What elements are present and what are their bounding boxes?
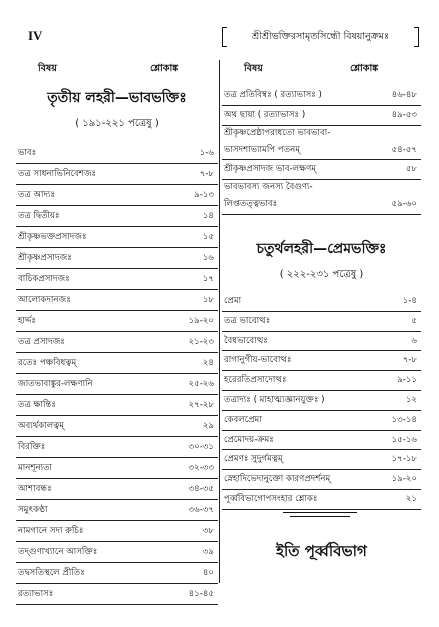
index-entry [222,450,421,470]
entry-verse-number: ৩৬-৩৭ [188,505,214,515]
entry-verse-number: ২১ [405,493,417,504]
entry-label: লিপ্ততত্ত্বভাবঃ [224,199,278,210]
entry-verse-number: ১৩-১৪ [391,414,417,425]
entry-verse-number: ৩২-৩৩ [188,463,214,473]
entry-verse-number: ৪০ [202,568,214,578]
entry-label: ভাবঃ [18,148,37,158]
entry-verse-number: ১-৪ [402,295,417,306]
entry-verse-number: ১৪ [202,211,214,221]
index-entry [16,416,218,437]
column-divider [219,60,220,583]
index-entry [222,126,421,141]
index-entry [222,431,421,451]
entry-label: তত্রাদ্যঃ ( মাহাত্ম্যজ্ঞানযুক্তঃ ) [224,394,325,405]
entry-label: আলোকদানজঃ [18,295,71,305]
entry-verse-number: ২৯ [202,421,214,431]
entry-verse-number: ৬ [411,335,417,346]
entry-label: রতেঃ পঞ্চবিধত্বম্ [18,358,77,368]
index-entry [222,470,421,490]
entry-verse-number: ৫৮ [405,164,417,175]
entry-verse-number: ১৯-২০ [188,316,214,326]
index-entry [16,584,218,605]
right-subject-header: বিষয় [244,63,263,74]
index-entry [16,143,218,164]
entry-verse-number: ৪৬-৪৮ [391,90,417,100]
index-entry [16,206,218,227]
entry-label: আশাবন্ধঃ [18,484,52,494]
entry-verse-number: ৩৯ [202,547,214,557]
entry-label: জাতভাবাঙ্কুর-লক্ষণানি [18,379,93,389]
index-entry [222,351,421,371]
index-entry [222,312,421,332]
entry-label: তত্র প্রতিবিম্বঃ ( রত্যাভাসঃ ) [224,90,322,100]
entry-verse-number: ৪৯-৫৩ [391,109,417,120]
end-rule [283,512,357,513]
left-column [16,86,218,605]
index-entry [16,353,218,374]
entry-label: তত্র প্রসাদজঃ [18,337,65,347]
entry-verse-number: ১৯-২০ [391,474,417,485]
entry-label: হরেরতিপ্রসাদোত্থঃ [224,375,287,386]
entry-label: শ্রীকৃষ্ণভক্তপ্রসাদজঃ [18,232,87,242]
section-page-range: ( ১৯১-২২১ পত্রেষু ) [75,118,159,129]
entry-label: তদ্গুণাখ্যানে আসক্তিঃ [18,547,98,557]
entry-label: তত্র দ্বিতীয়ঃ [18,211,60,221]
entry-verse-number: ১৭ [202,274,214,284]
index-entry [222,411,421,431]
index-entry [222,106,421,126]
entry-label: রাগানুগীয়-ভাবোত্থঃ [224,355,292,366]
section-title-fourth-wave: চতুর্থলহরী—প্রেমভক্তিঃ [256,240,387,257]
entry-label: ভাবভাবস্য জনস্য বৈগুণ্য- [224,182,313,193]
entry-label: বিরক্তিঃ [18,442,46,452]
entry-verse-number: ২৫-২৬ [188,379,214,389]
entry-verse-number: ৫ [411,315,417,326]
index-entry [16,332,218,353]
entry-label: শ্রীকৃষ্ণপ্রসাদজ ভাব-লক্ষণম্ [224,164,317,175]
entry-label: রত্যাভাসঃ [18,589,54,599]
entry-verse-number: ১৭-১৮ [391,454,417,465]
entry-verse-number: ৯-১৩ [194,190,214,200]
index-entry [222,332,421,352]
entry-verse-number: ৫৪-৫৭ [391,144,417,155]
entry-verse-number: ১৫ [202,232,214,242]
left-subject-header: বিষয় [38,63,57,74]
right-verse-header: শ্লোকাঙ্ক [350,63,379,74]
index-entry [222,391,421,411]
entry-verse-number: ৩০-৩১ [188,442,214,452]
entry-label: প্রেমণঃ সুদুর্গমত্বম্ [224,454,283,465]
index-entry [222,490,421,510]
entry-verse-number: ১৬ [202,253,214,263]
entry-verse-number: ৭-৮ [402,355,417,366]
index-entry [222,195,421,215]
entry-label: পূর্ব্ববিভাগোপসংহার শ্লোকঃ [224,493,318,504]
index-entry [16,542,218,563]
entry-verse-number: ৩৪-৩৫ [188,484,214,494]
right-entry-list [222,292,421,510]
entry-verse-number: ১৫-১৬ [391,434,417,445]
index-entry [16,290,218,311]
index-entry [16,269,218,290]
entry-label: স্নেহাদিভেদানুক্তো কারণপ্রদর্শনম্ [224,474,331,485]
entry-label: বৈধভাবোত্থঃ [224,335,268,346]
right-column [222,86,421,510]
end-rule-short [290,516,350,517]
entry-label: মানশূন্যতা [18,463,53,473]
index-entry [16,500,218,521]
index-entry [16,563,218,584]
running-title: শ্রীশ্রীভক্তিরসামৃতসিন্ধৌ বিষয়ানুক্রমঃ [222,27,419,47]
entry-verse-number: ৯-১১ [397,375,417,386]
entry-label: ভাসদশাভ্যামপি পতনম্ [224,144,301,155]
entry-verse-number: ২৪ [202,358,214,368]
entry-label: শ্রীকৃষ্ণপ্রেষ্ঠাপরাধতো ভাবভাবা- [224,127,331,138]
entry-verse-number: ৫৯-৬০ [391,199,417,210]
entry-label: তদ্বসতিস্থলে প্রীতিঃ [18,568,85,578]
index-entry [222,141,421,161]
section-page-range-right: ( ২২২-২৩১ পত্রেষু ) [279,268,364,280]
entry-verse-number: ৪১-৪৫ [188,589,214,599]
entry-label: প্রেমা [224,295,242,306]
entry-label: কেবলপ্রেমা [224,414,262,425]
index-entry [222,371,421,391]
entry-label: হার্দ্দঃ [18,316,36,326]
entry-verse-number: ৩৮ [202,526,214,536]
entry-verse-number: ১২ [405,394,417,405]
index-entry [16,458,218,479]
left-entry-list [16,143,218,605]
index-entry [16,395,218,416]
entry-label: তত্র সাধনাভিনিবেশজঃ [18,169,97,179]
index-entry [16,164,218,185]
entry-label: নামগানে সদা রুচিঃ [18,526,84,536]
index-entry [222,86,421,106]
entry-label: সমুৎকণ্ঠা [18,505,48,515]
entry-label: তত্র আদ্যঃ [18,190,56,200]
index-entry [16,227,218,248]
left-verse-header: শ্লোকাঙ্ক [150,63,179,74]
entry-verse-number: ১৮ [202,295,214,305]
index-entry [16,248,218,269]
index-entry [16,311,218,332]
index-entry [16,374,218,395]
entry-label: তত্র ক্ষান্তিঃ [18,400,56,410]
entry-verse-number: ১-৬ [199,148,214,158]
page-number: IV [28,28,43,43]
entry-label: প্রেমোদয়-ক্রমঃ [224,434,274,445]
entry-label: বাচিকপ্রসাদজঃ [18,274,70,284]
index-entry [222,180,421,195]
entry-verse-number: ৭-৮ [199,169,214,179]
index-entry [16,479,218,500]
entry-label: শ্রীকৃষ্ণপ্রসাদজঃ [18,253,72,263]
entry-verse-number: ২১-২৩ [188,337,214,347]
entry-label: অব্যর্থকালত্বম্ [18,421,65,431]
entry-verse-number: ২৭-২৮ [188,400,214,410]
colophon: ইতি পূর্ব্ববিভাগ [276,542,367,560]
index-entry [222,292,421,312]
index-entry [16,437,218,458]
entry-label: অথ ছায়া ( রত্যাভাসঃ ) [224,109,306,120]
index-entry [222,160,421,180]
index-entry [16,185,218,206]
right-top-entry-list [222,86,421,215]
entry-label: তত্র ভাবোত্থঃ [224,315,271,326]
index-entry [16,521,218,542]
section-title-third-wave: তৃতীয় লহরী—ভাবভক্তিঃ [47,90,187,106]
